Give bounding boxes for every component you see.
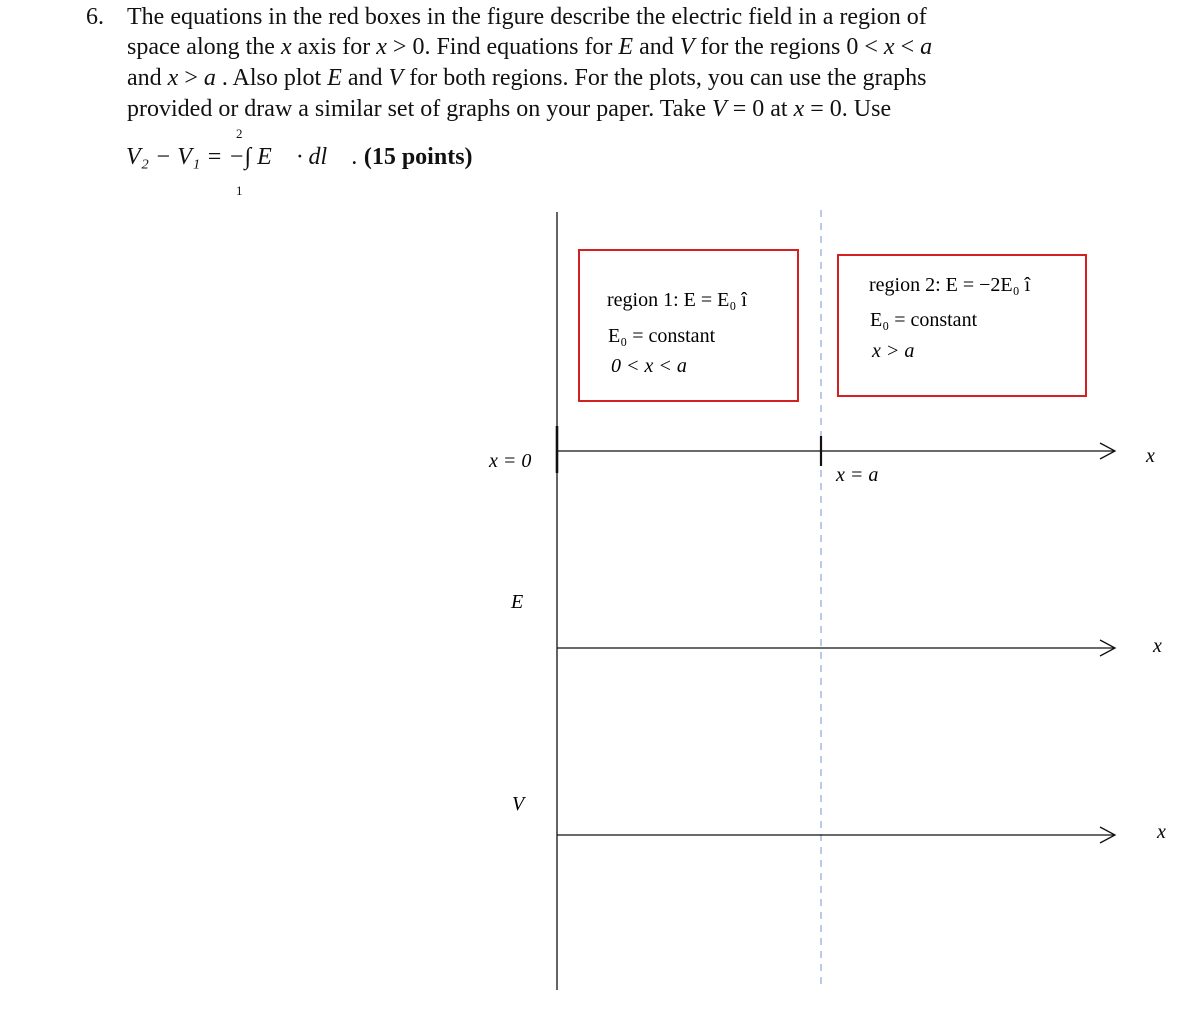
label-V: V <box>512 793 525 815</box>
integral-lower-limit: 1 <box>236 183 243 198</box>
problem-line-2: space along the x axis for x > 0. Find equations for E and V for the regions 0 < x < a <box>127 34 933 60</box>
label-xa: x = a <box>836 464 879 486</box>
region1-constant: E₀ = constant <box>608 325 716 347</box>
problem-line-1: The equations in the red boxes in the figure describe the electric field in a region of <box>127 4 927 30</box>
problem-number: 6. <box>86 4 104 30</box>
label-E: E <box>511 591 524 613</box>
region1-title: region 1: E = E₀ î <box>607 289 747 311</box>
formula-body: V₂ − V₁ = −∫ E⃗ · dl⃗ . (15 points) <box>126 144 473 170</box>
problem-line-4: provided or draw a similar set of graphs on your paper. Take V = 0 at x = 0. Use <box>127 96 892 122</box>
integral-upper-limit: 2 <box>236 126 243 141</box>
label-axis-x-top: x <box>1146 445 1155 467</box>
region2-range: x > a <box>872 340 915 362</box>
points-label: (15 points) <box>363 144 473 170</box>
label-axis-x-E: x <box>1153 635 1162 657</box>
region1-range: 0 < x < a <box>611 355 687 377</box>
label-axis-x-V: x <box>1157 821 1166 843</box>
region2-constant: E₀ = constant <box>870 309 978 331</box>
label-x0: x = 0 <box>489 450 532 472</box>
problem-line-3: and x > a . Also plot E and V for both regions. For the plots, you can use the graphs <box>127 65 927 91</box>
region2-title: region 2: E = −2E₀ î <box>869 274 1031 296</box>
